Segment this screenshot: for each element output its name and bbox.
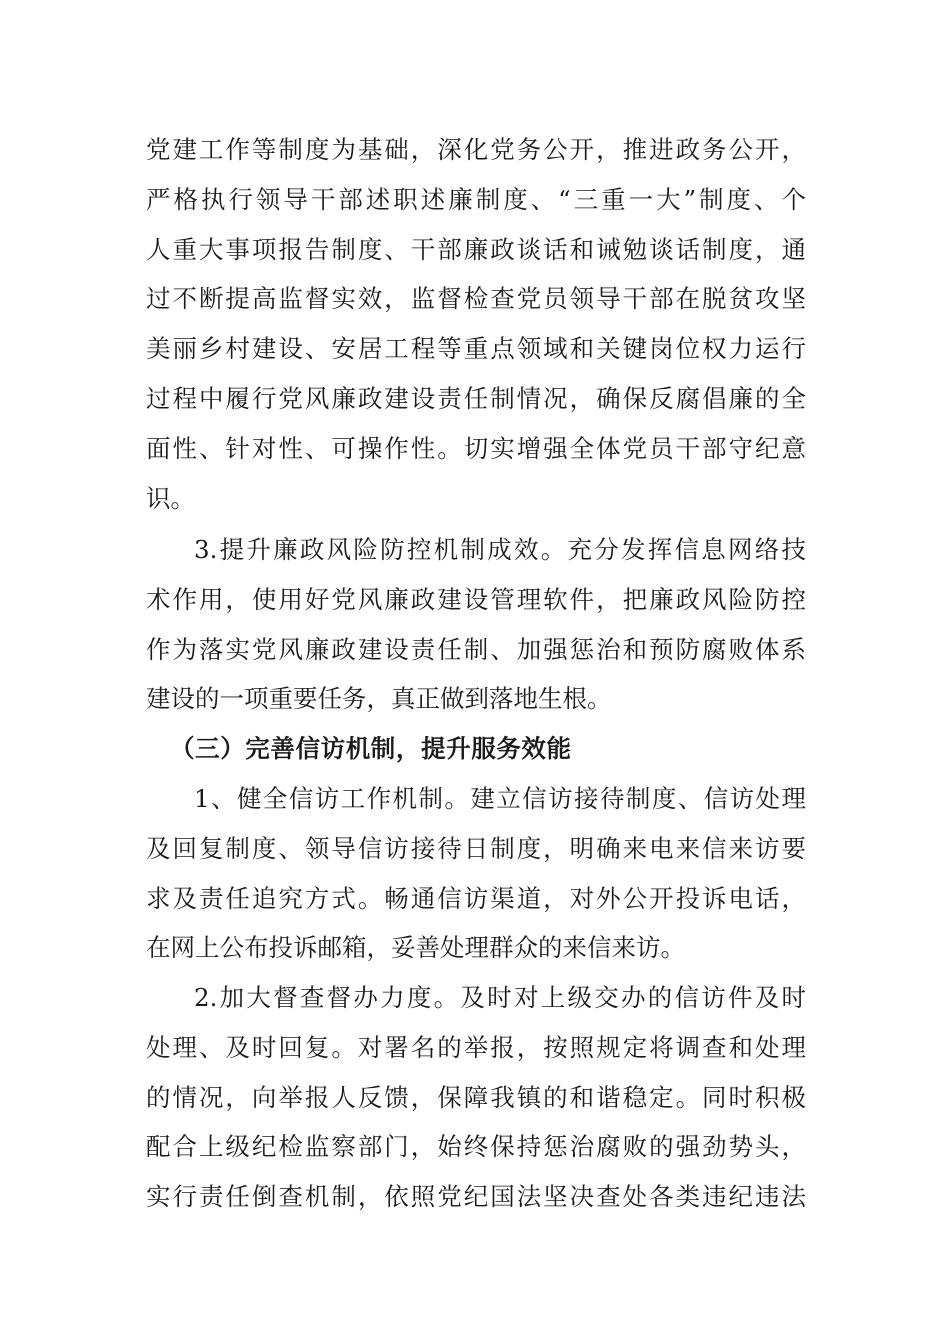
section-heading: （三）完善信访机制，提升服务效能 xyxy=(170,734,572,763)
paragraph-line: 面性、针对性、可操作性。切实增强全体党员干部守纪意 xyxy=(146,434,806,463)
paragraph-line: 1、健全信访工作机制。建立信访接待制度、信访处理 xyxy=(194,784,806,813)
paragraph-line: 在网上公布投诉邮箱，妥善处理群众的来信来访。 xyxy=(146,933,685,962)
paragraph-line: 建设的一项重要任务，真正做到落地生根。 xyxy=(146,684,612,713)
paragraph-line: 人重大事项报告制度、干部廉政谈话和诫勉谈话制度，通 xyxy=(146,235,806,264)
paragraph-line: 及回复制度、领导信访接待日制度，明确来电来信来访要 xyxy=(146,834,806,863)
paragraph-line: 作为落实党风廉政建设责任制、加强惩治和预防腐败体系 xyxy=(146,635,806,664)
paragraph-line: 术作用，使用好党风廉政建设管理软件，把廉政风险防控 xyxy=(146,585,806,614)
paragraph-line: 的情况，向举报人反馈，保障我镇的和谐稳定。同时积极 xyxy=(146,1083,806,1112)
paragraph-line: 处理、及时回复。对署名的举报，按照规定将调查和处理 xyxy=(146,1033,806,1062)
paragraph-line: 识。 xyxy=(146,484,195,513)
paragraph-line: 2.加大督查督办力度。及时对上级交办的信访件及时 xyxy=(194,983,806,1012)
paragraph-line: 过程中履行党风廉政建设责任制情况，确保反腐倡廉的全 xyxy=(146,384,806,413)
paragraph-line: 党建工作等制度为基础，深化党务公开，推进政务公开， xyxy=(146,135,806,164)
paragraph-line: 3.提升廉政风险防控机制成效。充分发挥信息网络技 xyxy=(194,535,806,564)
paragraph-line: 严格执行领导干部述职述廉制度、“三重一大”制度、个 xyxy=(146,185,806,214)
paragraph-line: 配合上级纪检监察部门，始终保持惩治腐败的强劲势头， xyxy=(146,1132,806,1161)
paragraph-line: 求及责任追究方式。畅通信访渠道，对外公开投诉电话， xyxy=(146,884,806,913)
paragraph-line: 美丽乡村建设、安居工程等重点领域和关键岗位权力运行 xyxy=(146,334,806,363)
paragraph-line: 过不断提高监督实效，监督检查党员领导干部在脱贫攻坚 xyxy=(146,284,806,313)
paragraph-line: 实行责任倒查机制，依照党纪国法坚决查处各类违纪违法 xyxy=(146,1182,806,1211)
